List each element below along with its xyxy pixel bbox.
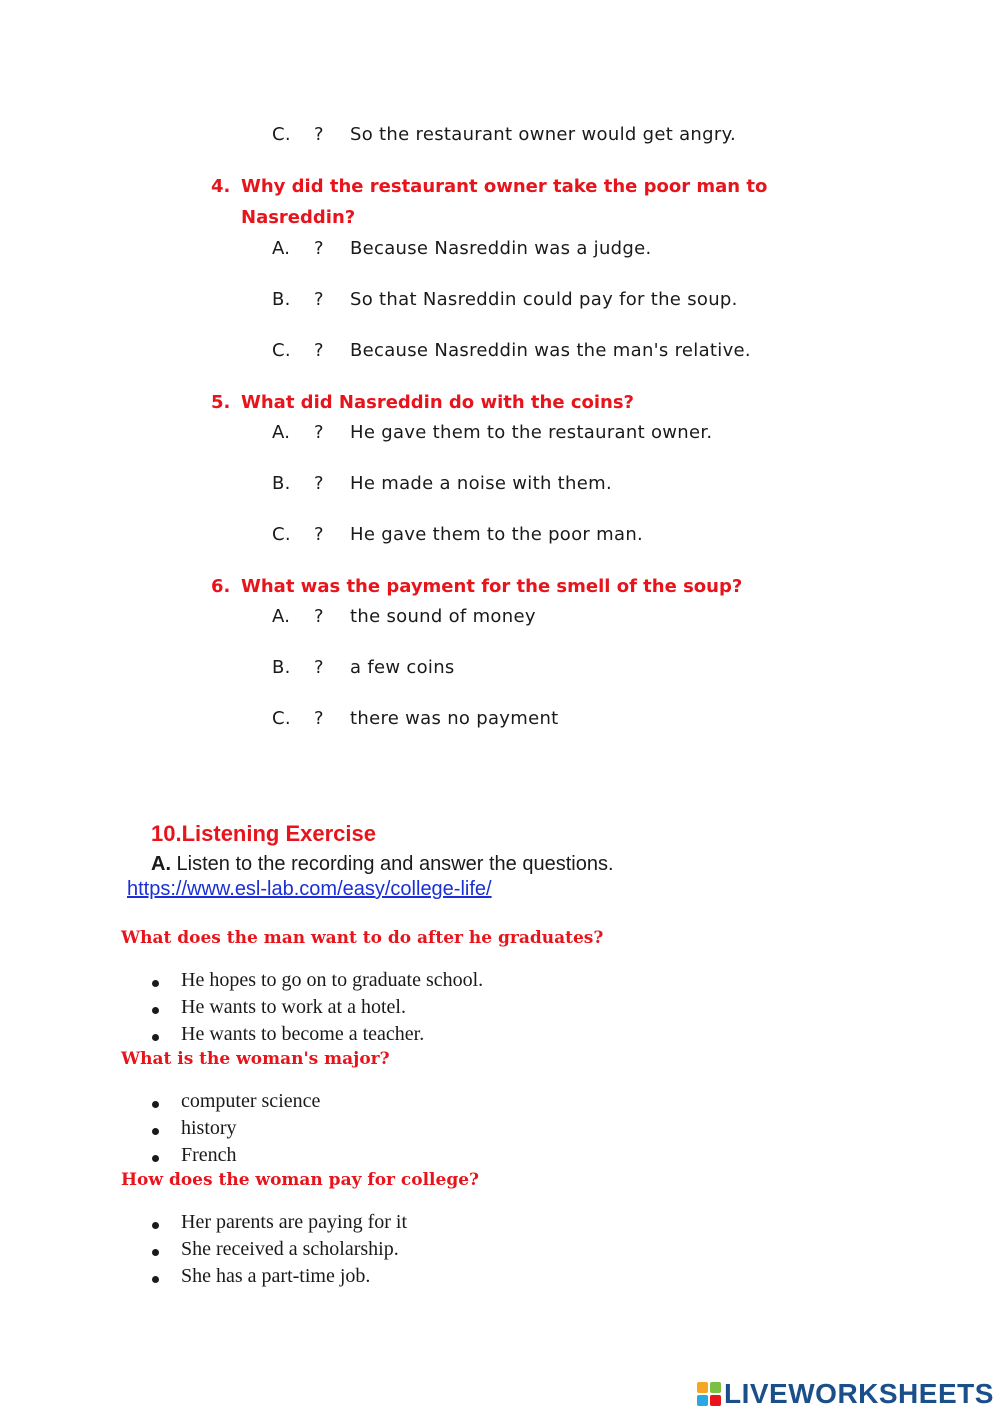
logo-square-icon [710,1382,721,1393]
bullet-icon [152,1128,159,1135]
answer-text: He wants to work at a hotel. [181,996,406,1018]
answer-marker[interactable]: ? [314,422,324,443]
option-letter: B. [272,473,291,494]
answer-marker[interactable]: ? [314,657,324,678]
option-letter: A. [272,606,291,627]
answer-marker[interactable]: ? [314,124,324,145]
logo-mark-icon [697,1382,721,1406]
answer-marker[interactable]: ? [314,708,324,729]
logo-text: LIVEWORKSHEETS [724,1378,994,1409]
bullet-icon [152,1007,159,1014]
answer-text: computer science [181,1090,321,1112]
bullet-icon [152,1222,159,1229]
answer-marker[interactable]: ? [314,473,324,494]
answer-marker[interactable]: ? [314,289,324,310]
option-letter: B. [272,657,291,678]
option-letter: C. [272,524,291,545]
option-text: there was no payment [350,708,559,729]
option-letter: C. [272,124,291,145]
option-letter: A. [272,238,291,259]
answer-marker[interactable]: ? [314,238,324,259]
question-number: 6. [211,576,231,597]
bullet-icon [152,1276,159,1283]
option-text: He gave them to the poor man. [350,524,644,545]
option-letter: A. [272,422,291,443]
option-text: He made a noise with them. [350,473,612,494]
answer-marker[interactable]: ? [314,524,324,545]
bullet-icon [152,1155,159,1162]
answer-text: French [181,1144,237,1166]
answer-text: history [181,1117,237,1139]
question-text-line1: What did Nasreddin do with the coins? [241,392,634,413]
listening-question-1: What does the man want to do after he graduates? [121,928,604,948]
instruction-text: Listen to the recording and answer the questions. [171,853,614,875]
option-text: the sound of money [350,606,536,627]
bullet-icon [152,1034,159,1041]
option-letter: B. [272,289,291,310]
listening-question-3: How does the woman pay for college? [121,1170,479,1190]
bullet-icon [152,1101,159,1108]
listening-question-2: What is the woman's major? [121,1049,390,1069]
option-text: He gave them to the restaurant owner. [350,422,713,443]
logo-square-icon [697,1395,708,1406]
recording-link[interactable]: https://www.esl-lab.com/easy/college-life/ [127,878,492,900]
question-number: 5. [211,392,231,413]
question-number: 4. [211,176,231,197]
instruction [151,853,614,876]
option-text: a few coins [350,657,455,678]
answer-text: She has a part-time job. [181,1265,371,1287]
instruction-label: A. [151,853,171,875]
answer-text: He hopes to go on to graduate school. [181,969,484,991]
option-text: Because Nasreddin was a judge. [350,238,652,259]
question-text-line2: Nasreddin? [241,207,356,228]
answer-text: Her parents are paying for it [181,1211,408,1233]
answer-text: He wants to become a teacher. [181,1023,425,1045]
answer-marker[interactable]: ? [314,340,324,361]
question-text-line1: What was the payment for the smell of the soup? [241,576,743,597]
answer-text: She received a scholarship. [181,1238,399,1260]
bullet-icon [152,980,159,987]
logo-square-icon [697,1382,708,1393]
option-letter: C. [272,340,291,361]
option-text: So the restaurant owner would get angry. [350,124,736,145]
logo-square-icon [710,1395,721,1406]
bullet-icon [152,1249,159,1256]
question-text-line1: Why did the restaurant owner take the poor man to [241,176,768,197]
option-letter: C. [272,708,291,729]
liveworksheets-logo[interactable] [697,1378,994,1410]
option-text: So that Nasreddin could pay for the soup. [350,289,738,310]
section-title: 10.Listening Exercise [151,821,376,846]
option-text: Because Nasreddin was the man's relative. [350,340,751,361]
answer-marker[interactable]: ? [314,606,324,627]
